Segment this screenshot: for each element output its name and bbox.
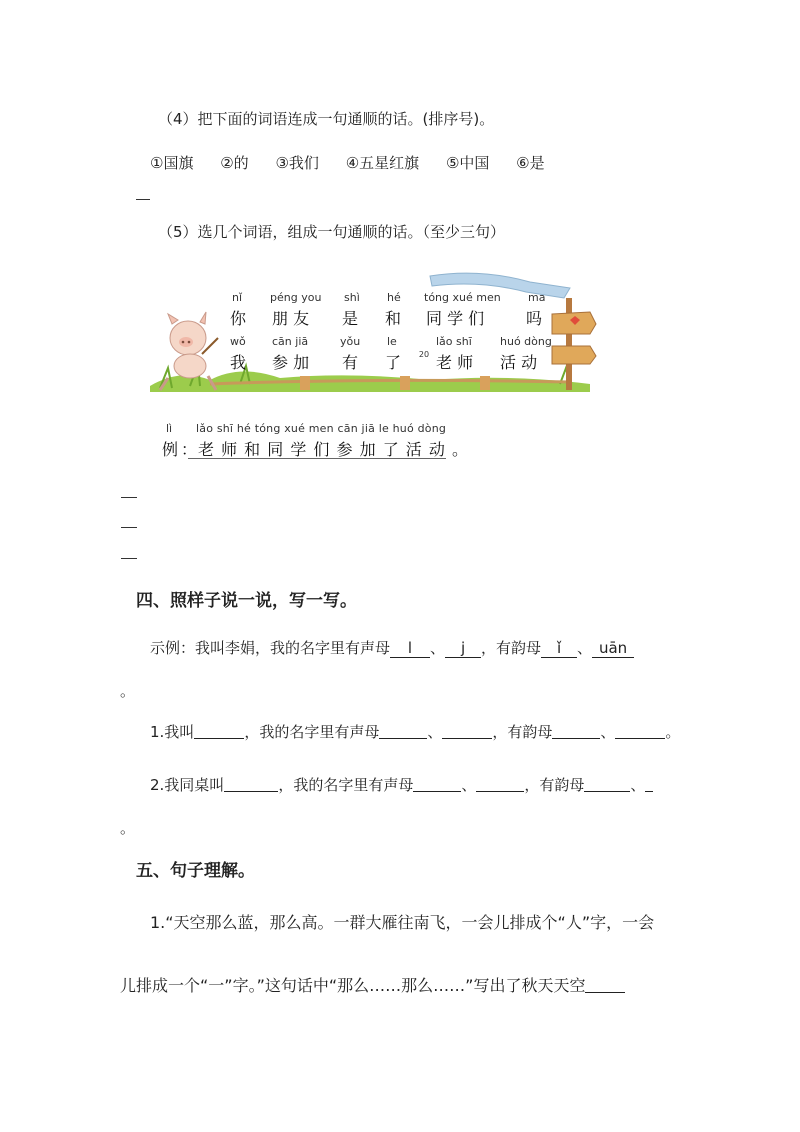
q4-option: ③我们 — [275, 154, 319, 172]
word: 你 — [230, 309, 247, 328]
q4-options — [150, 152, 545, 173]
line-text: ，有韵母 — [524, 776, 585, 794]
answer-blank[interactable] — [585, 976, 625, 993]
pinyin: yǒu — [340, 335, 361, 348]
separator: 、 — [427, 723, 443, 741]
pinyin: cān jiā — [272, 335, 309, 348]
word: 我 — [230, 353, 247, 372]
word: 吗 — [526, 309, 543, 328]
pinyin: hé — [387, 291, 401, 304]
section-4-title: 四、照样子说一说，写一写。 — [136, 591, 357, 611]
example-initial: l — [390, 639, 430, 658]
pinyin: wǒ — [230, 335, 246, 348]
example-end: 。 — [120, 682, 136, 700]
example-initial: j — [445, 639, 481, 658]
pinyin: ma — [528, 291, 546, 304]
line-text: ，我的名字里有声母 — [244, 723, 380, 741]
answer-line[interactable] — [121, 527, 137, 528]
q4-option: ⑥是 — [516, 154, 545, 172]
word: 是 — [342, 309, 359, 328]
q4-option: ①国旗 — [150, 154, 194, 172]
answer-line[interactable] — [136, 199, 150, 200]
example-li: 例 — [162, 440, 179, 459]
finals-label: ，有韵母 — [481, 639, 542, 657]
pinyin: nǐ — [232, 291, 243, 304]
separator: 、 — [461, 776, 477, 794]
word: 和 — [385, 309, 402, 328]
word: 老 师 — [436, 353, 474, 372]
initial-blank[interactable] — [476, 775, 524, 792]
q4-option: ④五星红旗 — [345, 154, 420, 172]
answer-line[interactable] — [121, 497, 137, 498]
final-blank[interactable] — [645, 775, 653, 792]
pinyin: péng you — [270, 291, 322, 304]
separator: 、 — [630, 776, 646, 794]
q4-option: ②的 — [220, 154, 249, 172]
q1-text: 儿排成一个“一”字。”这句话中“那么……那么……”写出了秋天天空 — [120, 976, 586, 995]
q5-prompt: （5）选几个词语，组成一句通顺的话。（至少三句） — [158, 223, 506, 241]
example-final: ǐ — [541, 639, 577, 658]
line-end: 。 — [665, 723, 681, 741]
pinyin: le — [387, 335, 397, 348]
example-underline — [188, 458, 446, 459]
initial-blank[interactable] — [379, 722, 427, 739]
word: 朋 友 — [272, 309, 310, 328]
example-li-pinyin: lì — [166, 422, 173, 435]
sign-number: 20 — [418, 350, 430, 359]
initial-blank[interactable] — [413, 775, 461, 792]
example-sentence-pinyin: lǎo shī hé tóng xué men cān jiā le huó dòng — [196, 422, 447, 435]
line-text: ，我的名字里有声母 — [278, 776, 414, 794]
line-text: 2.我同桌叫 — [150, 776, 225, 794]
word: 同 学 们 — [426, 309, 485, 328]
separator: 、 — [600, 723, 616, 741]
name-blank[interactable] — [224, 775, 278, 792]
example-final: uān — [592, 639, 634, 658]
section-5-title: 五、句子理解。 — [136, 861, 255, 881]
final-blank[interactable] — [584, 775, 630, 792]
section-4-example — [150, 637, 634, 658]
section-5-q1-line-2 — [120, 973, 625, 996]
word: 参 加 — [272, 353, 310, 372]
name-blank[interactable] — [194, 722, 244, 739]
pinyin: huó dòng — [500, 335, 552, 348]
example-prefix: 示例：我叫李娟，我的名字里有声母 — [150, 639, 391, 657]
section-4-line-2 — [150, 774, 653, 795]
line-text: 1.我叫 — [150, 723, 195, 741]
example-sentence: ：老 师 和 同 学 们 参 加 了 活 动 。 — [181, 440, 469, 459]
pinyin: shì — [344, 291, 360, 304]
separator: 、 — [430, 639, 446, 657]
section-5-q1-line-1: 1.“天空那么蓝，那么高。一群大雁往南飞，一会儿排成个“人”字，一会 — [150, 913, 655, 932]
final-blank[interactable] — [615, 722, 665, 739]
q4-prompt: （4）把下面的词语连成一句通顺的话。(排序号)。 — [158, 110, 495, 128]
pinyin: lǎo shī — [436, 335, 472, 348]
section-4-line-1 — [150, 721, 680, 742]
separator: 、 — [577, 639, 593, 657]
line-text: ，有韵母 — [492, 723, 553, 741]
word: 活 动 — [500, 353, 538, 372]
pinyin: tóng xué men — [424, 291, 501, 304]
word: 了 — [385, 353, 402, 372]
q4-option: ⑤中国 — [445, 154, 490, 172]
answer-line[interactable] — [121, 558, 137, 559]
word: 有 — [342, 353, 359, 372]
line-2-end: 。 — [120, 819, 136, 837]
final-blank[interactable] — [552, 722, 600, 739]
initial-blank[interactable] — [442, 722, 492, 739]
